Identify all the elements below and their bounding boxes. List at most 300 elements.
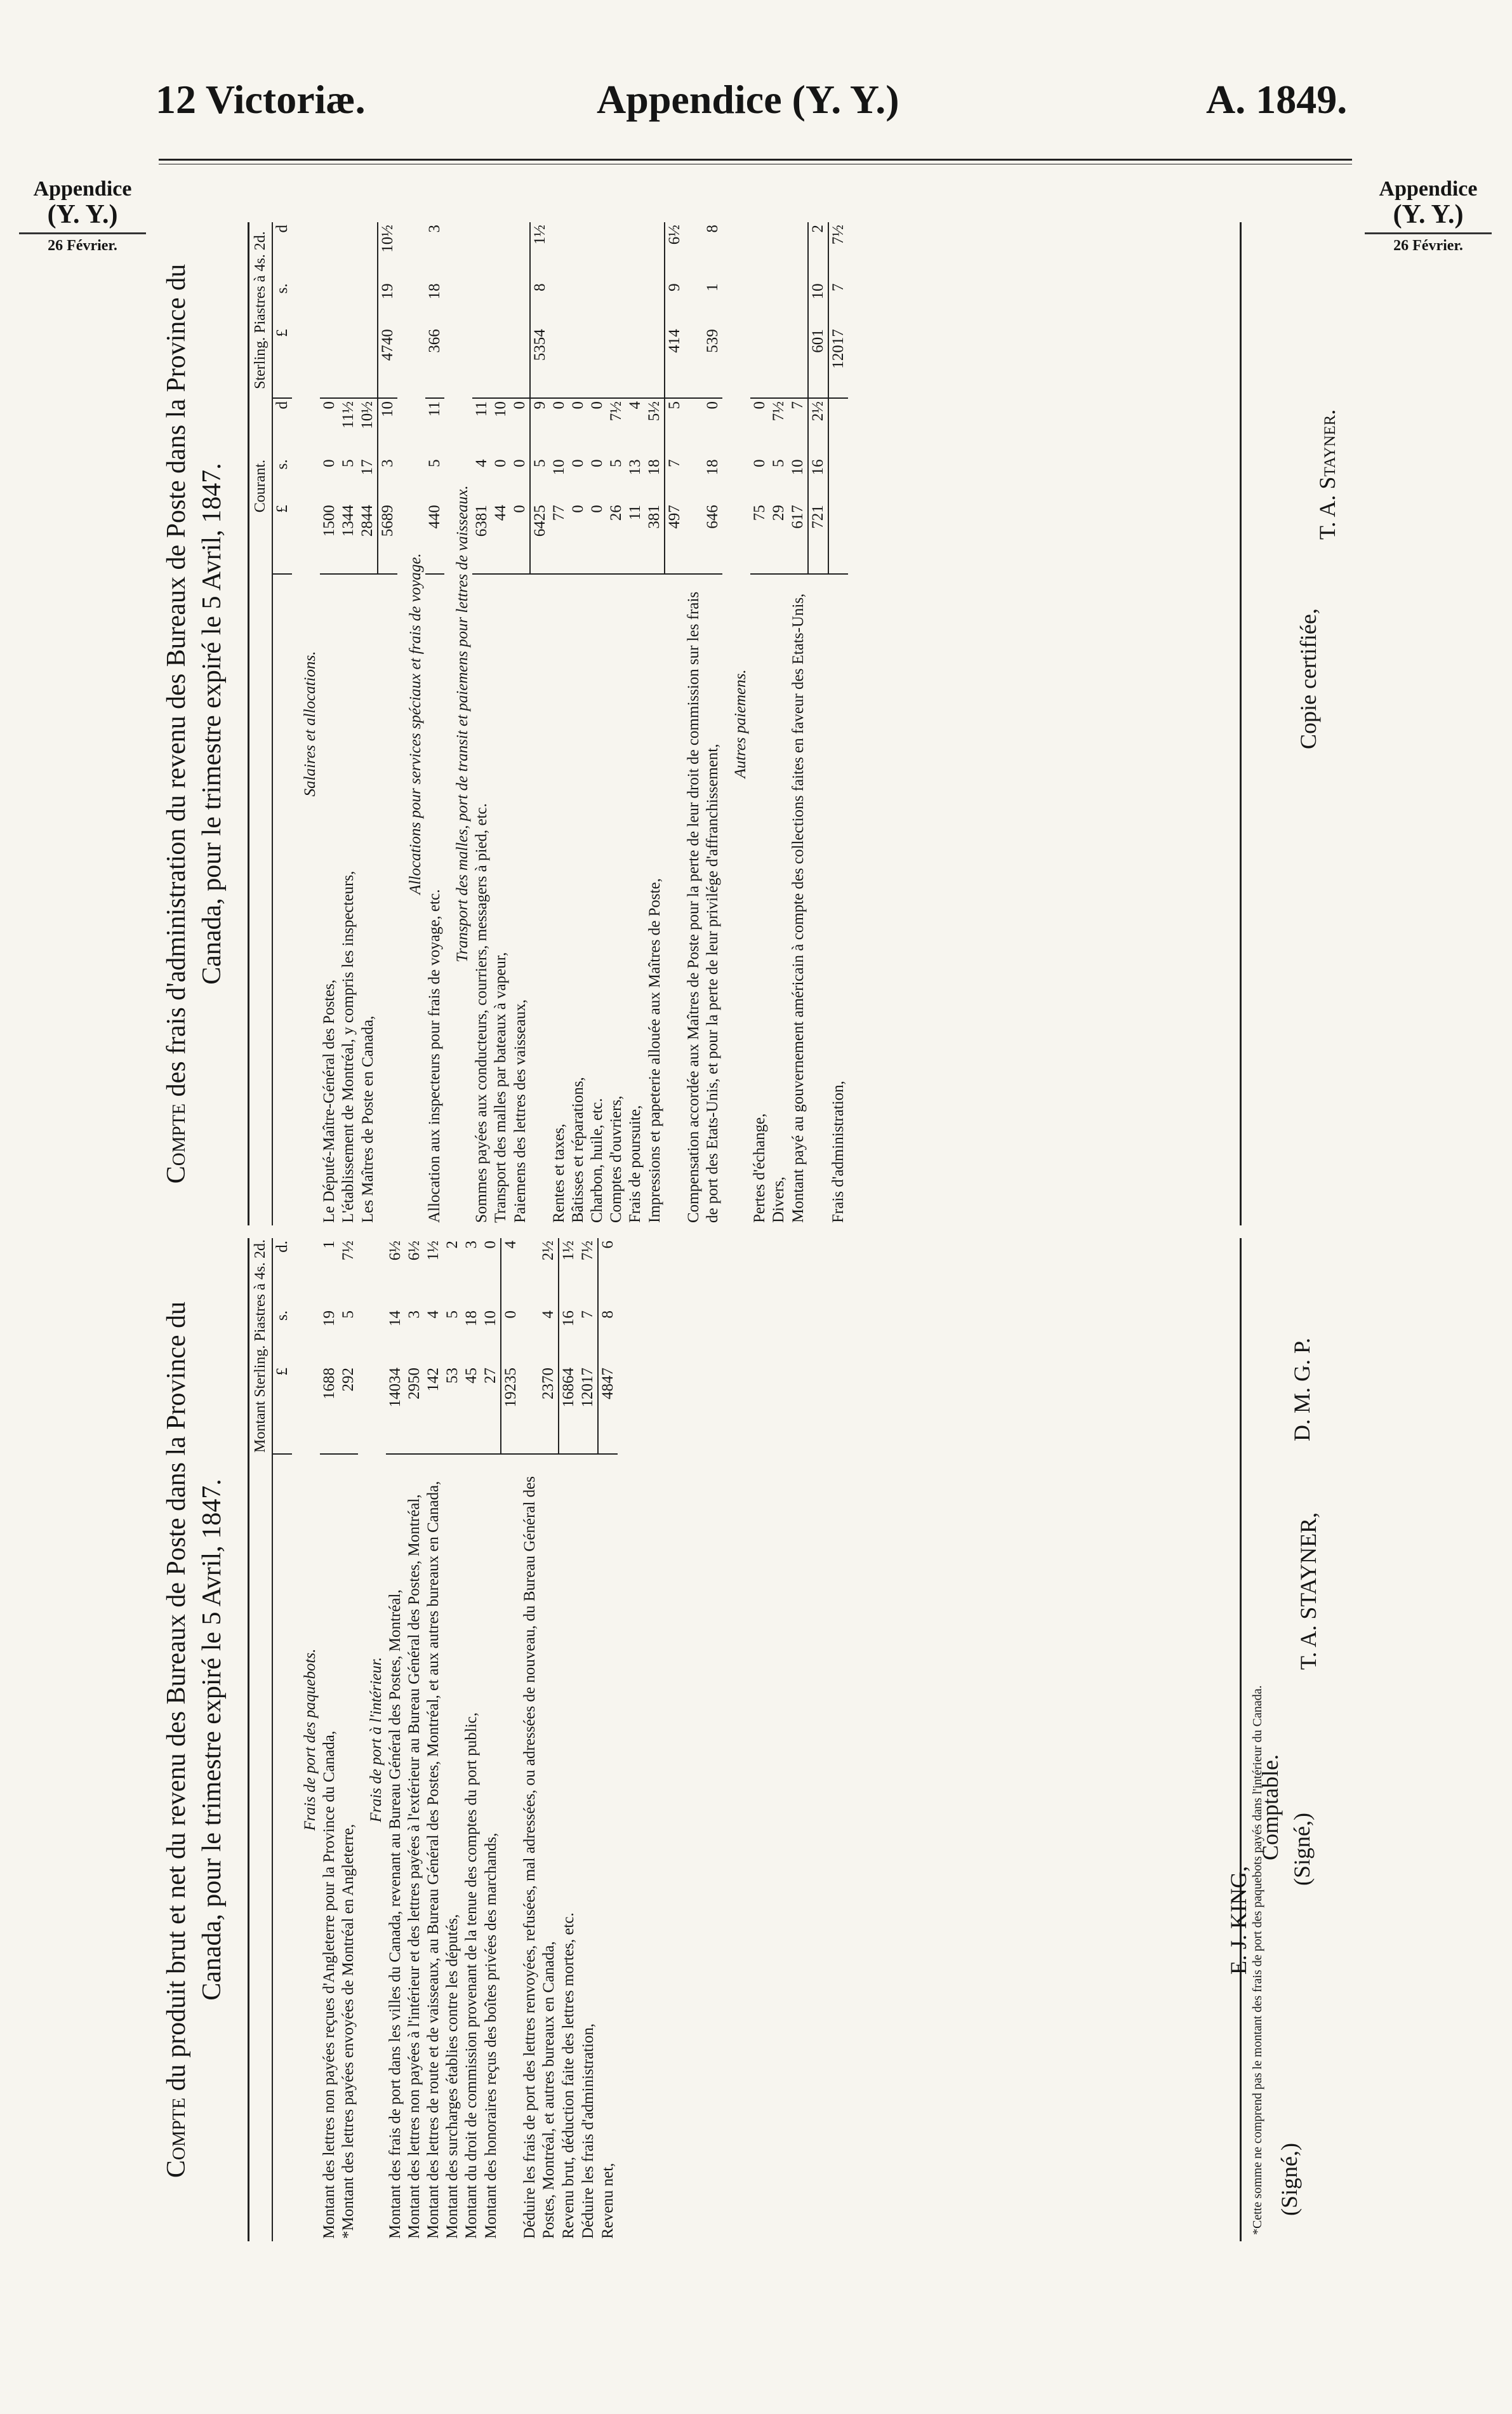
- sterling-shillings-cell: [769, 281, 788, 326]
- sterling-pence-cell: [588, 222, 607, 281]
- sterling-pounds-cell: [626, 326, 645, 398]
- table-row: [510, 222, 530, 1225]
- header-session: 12 Victoriæ.: [156, 77, 366, 122]
- pence-cell: 1½: [425, 1241, 442, 1261]
- sterling-pounds-cell: 601: [808, 326, 828, 398]
- pounds-cell: 2950: [405, 1365, 424, 1454]
- shillings-cell: 4: [540, 1310, 557, 1319]
- unit-pound: £: [272, 502, 292, 574]
- row-description: Montant des lettres non payées reçues d'Angleterre pour la Province du Canada,: [321, 1730, 338, 2239]
- row-description: Montant des surcharges établies contre les députés,: [444, 1914, 461, 2239]
- margin-tag-date: 26 Février.: [19, 232, 146, 254]
- section-heading: Frais de port à l'intérieur.: [368, 1657, 385, 1823]
- sterling-pence-cell: 6½: [665, 222, 684, 281]
- sterling-shillings-cell: [491, 281, 510, 326]
- row-description: Impressions et papeterie allouée aux Maîtres de Poste,: [646, 878, 663, 1223]
- unit-pound: £: [272, 326, 292, 398]
- pounds-cell: 16864: [559, 1365, 578, 1454]
- sterling-pounds-cell: [788, 326, 808, 398]
- signed-label-2: (Signé,): [1289, 1813, 1315, 1886]
- header-year: A. 1849.: [1206, 77, 1348, 122]
- section-heading: Frais de port des paquebots.: [302, 1648, 319, 1831]
- table-row: [462, 1238, 481, 2241]
- sterling-shillings-cell: 10: [808, 281, 828, 326]
- courant-pence-cell: 9: [530, 398, 550, 457]
- courant-shillings-cell: 5: [426, 459, 443, 467]
- signer-stayner-name: T. A. STAYNER,: [1296, 1512, 1321, 1670]
- shillings-cell: 5: [444, 1310, 461, 1319]
- pounds-cell: 19235: [501, 1365, 521, 1454]
- table-row: [491, 222, 510, 1225]
- shillings-cell: 5: [340, 1310, 357, 1319]
- sterling-pounds-cell: [769, 326, 788, 398]
- section-heading: Autres paiemens.: [732, 669, 749, 778]
- margin-tag-code: (Y. Y.): [1393, 199, 1464, 229]
- table-row: [339, 222, 358, 1225]
- sterling-pence-cell: 1½: [530, 222, 550, 281]
- courant-pence-cell: 0: [751, 401, 768, 410]
- row-description: Paiemens des lettres des vaisseaux,: [512, 999, 529, 1223]
- sterling-pounds-cell: [569, 326, 588, 398]
- row-description: [665, 574, 684, 1225]
- courant-pounds-cell: 721: [808, 502, 828, 574]
- table-row: [684, 222, 722, 1225]
- courant-pounds-cell: 77: [550, 502, 569, 574]
- sterling-shillings-cell: [358, 281, 378, 326]
- courant-shillings-cell: 5: [340, 459, 357, 467]
- expense-courant-header: Courant.: [249, 398, 272, 574]
- courant-pounds-cell: 0: [569, 502, 588, 574]
- sterling-pence-cell: 7½: [828, 222, 848, 281]
- courant-shillings-cell: 10: [789, 459, 806, 476]
- header-rule: [159, 159, 1352, 161]
- sterling-shillings-cell: 1: [704, 283, 721, 291]
- pence-cell: 3: [463, 1241, 480, 1249]
- total-row: [378, 222, 397, 1225]
- signer-stayner-title: D. M. G. P.: [1289, 1337, 1315, 1441]
- sterling-shillings-cell: [569, 281, 588, 326]
- courant-pounds-cell: 0: [510, 502, 530, 574]
- total-row: [665, 222, 684, 1225]
- courant-pounds-cell: 75: [750, 502, 769, 574]
- unit-shilling: s.: [274, 459, 291, 470]
- table-row: [472, 222, 491, 1225]
- courant-pence-cell: 10½: [359, 401, 376, 429]
- sterling-shillings-cell: 19: [378, 281, 397, 326]
- row-description: Rentes et taxes,: [550, 1123, 567, 1223]
- shillings-cell: 14: [387, 1310, 404, 1327]
- row-description: Montant payé au gouvernement américain à compte des collections faites en faveur des Etats-Unis,: [790, 593, 807, 1223]
- sterling-pounds-cell: [358, 326, 378, 398]
- sterling-shillings-cell: 8: [530, 281, 550, 326]
- row-description: Le Député-Maître-Général des Postes,: [321, 979, 338, 1223]
- pence-cell: 6½: [387, 1241, 404, 1261]
- pounds-cell: 2370: [521, 1365, 559, 1454]
- courant-pence-cell: 0: [588, 401, 606, 410]
- table-row: [339, 1238, 358, 2241]
- row-description: Compensation accordée aux Maîtres de Poste pour la perte de leur droit de commission sur les frais de port des Etats-Unis, et pour la perte de leur privilége d'affranchissement,: [685, 591, 721, 1223]
- courant-pence-cell: 11: [473, 401, 490, 417]
- row-description: Revenu brut, déduction faite des lettres mortes, etc.: [560, 1912, 577, 2239]
- row-description: Les Maîtres de Poste en Canada,: [359, 1015, 376, 1223]
- row-description: [808, 574, 828, 1225]
- courant-shillings-cell: 0: [569, 459, 587, 467]
- unit-shilling: s.: [274, 1310, 291, 1321]
- courant-shillings-cell: 13: [627, 459, 644, 476]
- pounds-cell: 45: [462, 1365, 481, 1454]
- table-row: [424, 1238, 443, 2241]
- sterling-pence-cell: [339, 222, 358, 281]
- section-heading: Allocations pour services spéciaux et frais de voyage.: [407, 553, 424, 895]
- table-row: [788, 222, 808, 1225]
- courant-pence-cell: 11½: [340, 401, 357, 429]
- sterling-pence-cell: [788, 222, 808, 281]
- row-description: [501, 1454, 521, 2241]
- header-appendix: Appendice (Y. Y.): [597, 77, 899, 122]
- revenue-table-body: [292, 1238, 618, 2241]
- row-description: *Montant des lettres payées envoyées de Montréal en Angleterre,: [340, 1824, 357, 2239]
- row-description: Montant du droit de commission provenant de la tenue des comptes du port public,: [463, 1712, 480, 2239]
- courant-shillings-cell: 0: [321, 459, 338, 467]
- sterling-shillings-cell: [472, 281, 491, 326]
- sterling-pence-cell: 8: [704, 225, 721, 233]
- table-row: [578, 1238, 598, 2241]
- signed-label-1: (Signé,): [1277, 2143, 1302, 2216]
- pounds-cell: 12017: [578, 1365, 598, 1454]
- courant-shillings-cell: 18: [646, 459, 663, 476]
- courant-pounds-cell: 26: [607, 502, 626, 574]
- pence-cell: 0: [482, 1241, 499, 1249]
- expense-account: [159, 222, 847, 1225]
- sterling-pence-cell: [510, 222, 530, 281]
- courant-pounds-cell: 0: [588, 502, 607, 574]
- expense-table: [249, 222, 848, 1225]
- table-row: [481, 1238, 501, 2241]
- courant-pence-cell: 7: [789, 401, 806, 410]
- sterling-pence-cell: 3: [426, 225, 443, 233]
- sterling-pounds-cell: 366: [425, 326, 444, 398]
- total-row: [501, 1238, 521, 2241]
- pounds-cell: 27: [481, 1365, 501, 1454]
- pence-cell: 2½: [540, 1241, 557, 1261]
- sterling-shillings-cell: [750, 281, 769, 326]
- total-row: [828, 222, 848, 1225]
- sterling-shillings-cell: [626, 281, 645, 326]
- revenue-desc-header: [249, 1454, 272, 2241]
- margin-tag-title: Appendice: [33, 177, 132, 201]
- sterling-pence-cell: [320, 222, 339, 281]
- shillings-cell: 8: [598, 1308, 618, 1365]
- margin-tag-left: [19, 178, 146, 254]
- courant-shillings-cell: 17: [359, 459, 376, 476]
- title-text: des frais d'administration du revenu des Bureaux de Poste dans la Province du Canada, pour le trimestre expiré le 5 Avril, 1847.: [162, 263, 227, 1104]
- row-description: Divers,: [770, 1177, 787, 1223]
- section-heading-row: [444, 222, 472, 1225]
- sterling-pounds-cell: 5354: [530, 326, 550, 398]
- shillings-cell: 7: [579, 1310, 596, 1319]
- courant-shillings-cell: 18: [704, 459, 721, 476]
- expense-table-wrap: [248, 222, 1242, 1225]
- row-description: Montant des honoraires reçus des boîtes privées des marchands,: [482, 1832, 500, 2239]
- pence-cell: 6: [598, 1238, 618, 1308]
- courant-shillings-cell: 0: [511, 459, 528, 467]
- table-row: [550, 222, 569, 1225]
- courant-shillings-cell: 0: [492, 459, 509, 467]
- table-row: [320, 1238, 339, 2241]
- courant-pence-cell: 5½: [646, 401, 663, 422]
- sterling-pounds-cell: 12017: [828, 326, 848, 398]
- sterling-shillings-cell: 18: [426, 283, 443, 300]
- courant-pounds-cell: 44: [491, 502, 510, 574]
- row-description: Frais d'administration,: [830, 1081, 847, 1223]
- courant-pounds-cell: 497: [665, 502, 684, 574]
- pence-cell: 6½: [406, 1241, 423, 1261]
- courant-pence-cell: 5: [665, 398, 684, 457]
- sterling-pence-cell: 2: [808, 222, 828, 281]
- title-lead: Compte: [162, 1103, 191, 1184]
- courant-pounds-cell: 6381: [472, 502, 491, 574]
- expense-account-title: [159, 222, 235, 1225]
- courant-pounds-cell: 29: [769, 502, 788, 574]
- sterling-pounds-cell: [320, 326, 339, 398]
- courant-pence-cell: 0: [704, 401, 721, 410]
- table-row: [521, 1238, 559, 2241]
- section-heading-row: [292, 222, 320, 1225]
- unit-pound: £: [272, 1365, 292, 1454]
- revenue-table-wrap: [248, 1238, 1242, 2241]
- shillings-cell: 16: [559, 1308, 578, 1365]
- section-heading-row: [722, 222, 750, 1225]
- sterling-pence-cell: [569, 222, 588, 281]
- table-row: [358, 222, 378, 1225]
- table-row: [607, 222, 626, 1225]
- courant-pence-cell: 0: [569, 401, 587, 410]
- courant-pence-cell: 0: [550, 401, 567, 410]
- sterling-pence-cell: [769, 222, 788, 281]
- row-description: Déduire les frais de port des lettres renvoyées, refusées, mal adressées, ou adressées de nouveau, du Bureau Général des Postes, Montréal, et autres bureaux en Canada,: [521, 1476, 557, 2239]
- margin-tag-right: [1365, 178, 1492, 254]
- sterling-shillings-cell: [645, 281, 665, 326]
- sterling-pence-cell: [472, 222, 491, 281]
- total-row: [559, 1238, 578, 2241]
- unit-shilling: s.: [274, 283, 291, 294]
- sterling-pounds-cell: [491, 326, 510, 398]
- row-description: Montant des lettres non payées à l'intérieur et des lettres payées à l'extérieur au Bureau Général des Postes, Montréal,: [406, 1494, 423, 2239]
- section-heading-row: [397, 222, 425, 1225]
- courant-shillings-cell: 0: [751, 459, 768, 467]
- title-text: du produit brut et net du revenu des Bureaux de Poste dans la Province du Canada, pour le trimestre expiré le 5 Avril, 1847.: [162, 1301, 227, 2098]
- courant-pounds-cell: 2844: [358, 502, 378, 574]
- certified-copy-signer: T. A. Stayner.: [1315, 409, 1340, 540]
- pounds-cell: 292: [339, 1365, 358, 1454]
- sterling-pounds-cell: [750, 326, 769, 398]
- row-description: [530, 574, 550, 1225]
- sterling-shillings-cell: [607, 281, 626, 326]
- row-description: Transport des malles par bateaux à vapeur,: [492, 952, 509, 1223]
- table-row: [645, 222, 665, 1225]
- sterling-pounds-cell: [339, 326, 358, 398]
- total-row: [530, 222, 550, 1225]
- row-description: Allocation aux inspecteurs pour frais de voyage, etc.: [426, 889, 443, 1223]
- section-heading: Salaires et allocations.: [302, 651, 319, 797]
- pounds-cell: 53: [443, 1365, 462, 1454]
- sterling-pounds-cell: 414: [665, 326, 684, 398]
- margin-tag-title: Appendice: [1379, 177, 1478, 201]
- sterling-shillings-cell: [788, 281, 808, 326]
- row-description: L'établissement de Montréal, y compris les inspecteurs,: [340, 870, 357, 1223]
- certified-copy-label: Copie certifiée,: [1296, 608, 1321, 749]
- courant-pence-cell: 4: [627, 401, 644, 410]
- section-heading: Transport des malles, port de transit et paiemens pour lettres de vaisseaux.: [454, 485, 471, 963]
- row-description: Déduire les frais d'administration,: [580, 2023, 597, 2239]
- sterling-pounds-cell: 539: [684, 326, 722, 398]
- courant-shillings-cell: 0: [588, 459, 606, 467]
- sterling-shillings-cell: [339, 281, 358, 326]
- courant-pence-cell: 7½: [607, 401, 625, 422]
- courant-shillings-cell: 3: [378, 457, 397, 502]
- sterling-pounds-cell: [472, 326, 491, 398]
- unit-pence: d.: [274, 1241, 291, 1253]
- courant-pence-cell: [828, 398, 848, 457]
- courant-pence-cell: 11: [426, 401, 443, 417]
- sterling-shillings-cell: 7: [828, 281, 848, 326]
- courant-pence-cell: 10: [492, 401, 509, 418]
- row-description: Revenu net,: [599, 2163, 616, 2239]
- sterling-pounds-cell: [550, 326, 569, 398]
- courant-shillings-cell: 10: [550, 459, 567, 476]
- section-heading-row: [358, 1238, 386, 2241]
- courant-pounds-cell: 617: [788, 502, 808, 574]
- section-heading-row: [292, 1238, 320, 2241]
- table-row: [750, 222, 769, 1225]
- courant-pounds-cell: 1500: [320, 502, 339, 574]
- shillings-cell: 18: [463, 1310, 480, 1327]
- table-row: [425, 222, 444, 1225]
- sterling-pounds-cell: [607, 326, 626, 398]
- sterling-pence-cell: [750, 222, 769, 281]
- revenue-table: [249, 1238, 618, 2241]
- total-row: [808, 222, 828, 1225]
- table-row: [386, 1238, 405, 2241]
- sterling-pence-cell: [491, 222, 510, 281]
- courant-pence-cell: 7½: [770, 401, 787, 422]
- pence-cell: 7½: [579, 1241, 596, 1261]
- sterling-pounds-cell: [510, 326, 530, 398]
- pence-cell: 7½: [340, 1241, 357, 1261]
- sterling-pence-cell: 10½: [378, 222, 397, 281]
- row-description: Sommes payées aux conducteurs, courriers, messagers à pied, etc.: [473, 803, 490, 1223]
- table-row: [626, 222, 645, 1225]
- row-description: Montant des frais de port dans les villes du Canada, revenant au Bureau Général des Postes, Montréal,: [387, 1589, 404, 2239]
- row-description: Comptes d'ouvriers,: [607, 1095, 625, 1223]
- sterling-pounds-cell: [645, 326, 665, 398]
- courant-pounds-cell: 6425: [530, 502, 550, 574]
- table-row: [569, 222, 588, 1225]
- sterling-shillings-cell: 9: [665, 281, 684, 326]
- row-description: [378, 574, 397, 1225]
- title-lead: Compte: [162, 2097, 191, 2178]
- table-row: [769, 222, 788, 1225]
- courant-pounds-cell: [828, 502, 848, 574]
- courant-pounds-cell: 381: [645, 502, 665, 574]
- unit-pence: d: [274, 401, 291, 410]
- sterling-shillings-cell: [550, 281, 569, 326]
- table-row: [320, 222, 339, 1225]
- pence-cell: 1: [321, 1241, 338, 1249]
- pounds-cell: 14034: [386, 1365, 405, 1454]
- courant-pence-cell: 10: [378, 398, 397, 457]
- signer-king-name: E. J. KING,: [1226, 1866, 1251, 1975]
- table-row: [405, 1238, 424, 2241]
- sterling-shillings-cell: [588, 281, 607, 326]
- pence-cell: 4: [501, 1238, 521, 1308]
- pounds-cell: 1688: [320, 1365, 339, 1454]
- shillings-cell: 3: [406, 1310, 423, 1319]
- shillings-cell: 10: [482, 1310, 499, 1327]
- sterling-shillings-cell: [320, 281, 339, 326]
- sterling-pounds-cell: 4740: [378, 326, 397, 398]
- revenue-footnote: *Cette somme ne comprend pas le montant des frais de port des paquebots payés dans l'intérieur du Canada.: [1250, 1685, 1264, 2235]
- signer-king-title: Comptable.: [1257, 1754, 1283, 1860]
- courant-shillings-cell: [828, 457, 848, 502]
- sterling-pounds-cell: [588, 326, 607, 398]
- courant-pence-cell: 0: [511, 401, 528, 410]
- row-description: Pertes d'échange,: [751, 1113, 768, 1223]
- shillings-cell: 0: [501, 1308, 521, 1365]
- row-description: Charbon, huile, etc.: [588, 1098, 606, 1223]
- courant-shillings-cell: 7: [665, 457, 684, 502]
- shillings-cell: 4: [425, 1310, 442, 1319]
- revenue-amount-header: Montant Sterling. Piastres à 4s. 2d.: [249, 1238, 272, 1454]
- row-description: Montant des lettres de route et de vaisseaux, au Bureau Général des Postes, Montréal, et aux autres bureaux en Canada,: [425, 1481, 442, 2239]
- courant-pounds-cell: 646: [684, 502, 722, 574]
- sterling-pence-cell: [626, 222, 645, 281]
- pounds-cell: 142: [424, 1365, 443, 1454]
- pence-cell: 2: [444, 1241, 461, 1249]
- courant-pence-cell: 2½: [808, 398, 828, 457]
- courant-shillings-cell: 5: [530, 457, 550, 502]
- courant-shillings-cell: 16: [808, 457, 828, 502]
- table-row: [443, 1238, 462, 2241]
- margin-tag-code: (Y. Y.): [47, 199, 118, 229]
- expense-desc-header: [249, 574, 272, 1225]
- expense-table-body: [292, 222, 848, 1225]
- courant-shillings-cell: 5: [770, 459, 787, 467]
- courant-pounds-cell: 11: [626, 502, 645, 574]
- sterling-shillings-cell: [510, 281, 530, 326]
- courant-pounds-cell: 5689: [378, 502, 397, 574]
- sterling-pence-cell: [607, 222, 626, 281]
- total-row: [598, 1238, 618, 2241]
- margin-tag-date: 26 Février.: [1365, 232, 1492, 254]
- courant-shillings-cell: 4: [473, 459, 490, 467]
- shillings-cell: 19: [321, 1310, 338, 1327]
- pounds-cell: 4847: [598, 1365, 618, 1454]
- unit-pence: d: [274, 225, 291, 233]
- courant-shillings-cell: 5: [607, 459, 625, 467]
- pence-cell: 1½: [559, 1238, 578, 1308]
- expense-sterling-header: Sterling. Piastres à 4s. 2d.: [249, 222, 272, 398]
- table-row: [588, 222, 607, 1225]
- rotated-page-content: [159, 222, 1340, 2241]
- row-description: Frais de poursuite,: [627, 1105, 644, 1223]
- courant-pounds-cell: 1344: [339, 502, 358, 574]
- sterling-pence-cell: [358, 222, 378, 281]
- sterling-pence-cell: [645, 222, 665, 281]
- courant-pence-cell: 0: [321, 401, 338, 410]
- sterling-pence-cell: [550, 222, 569, 281]
- row-description: Bâtisses et réparations,: [569, 1077, 587, 1223]
